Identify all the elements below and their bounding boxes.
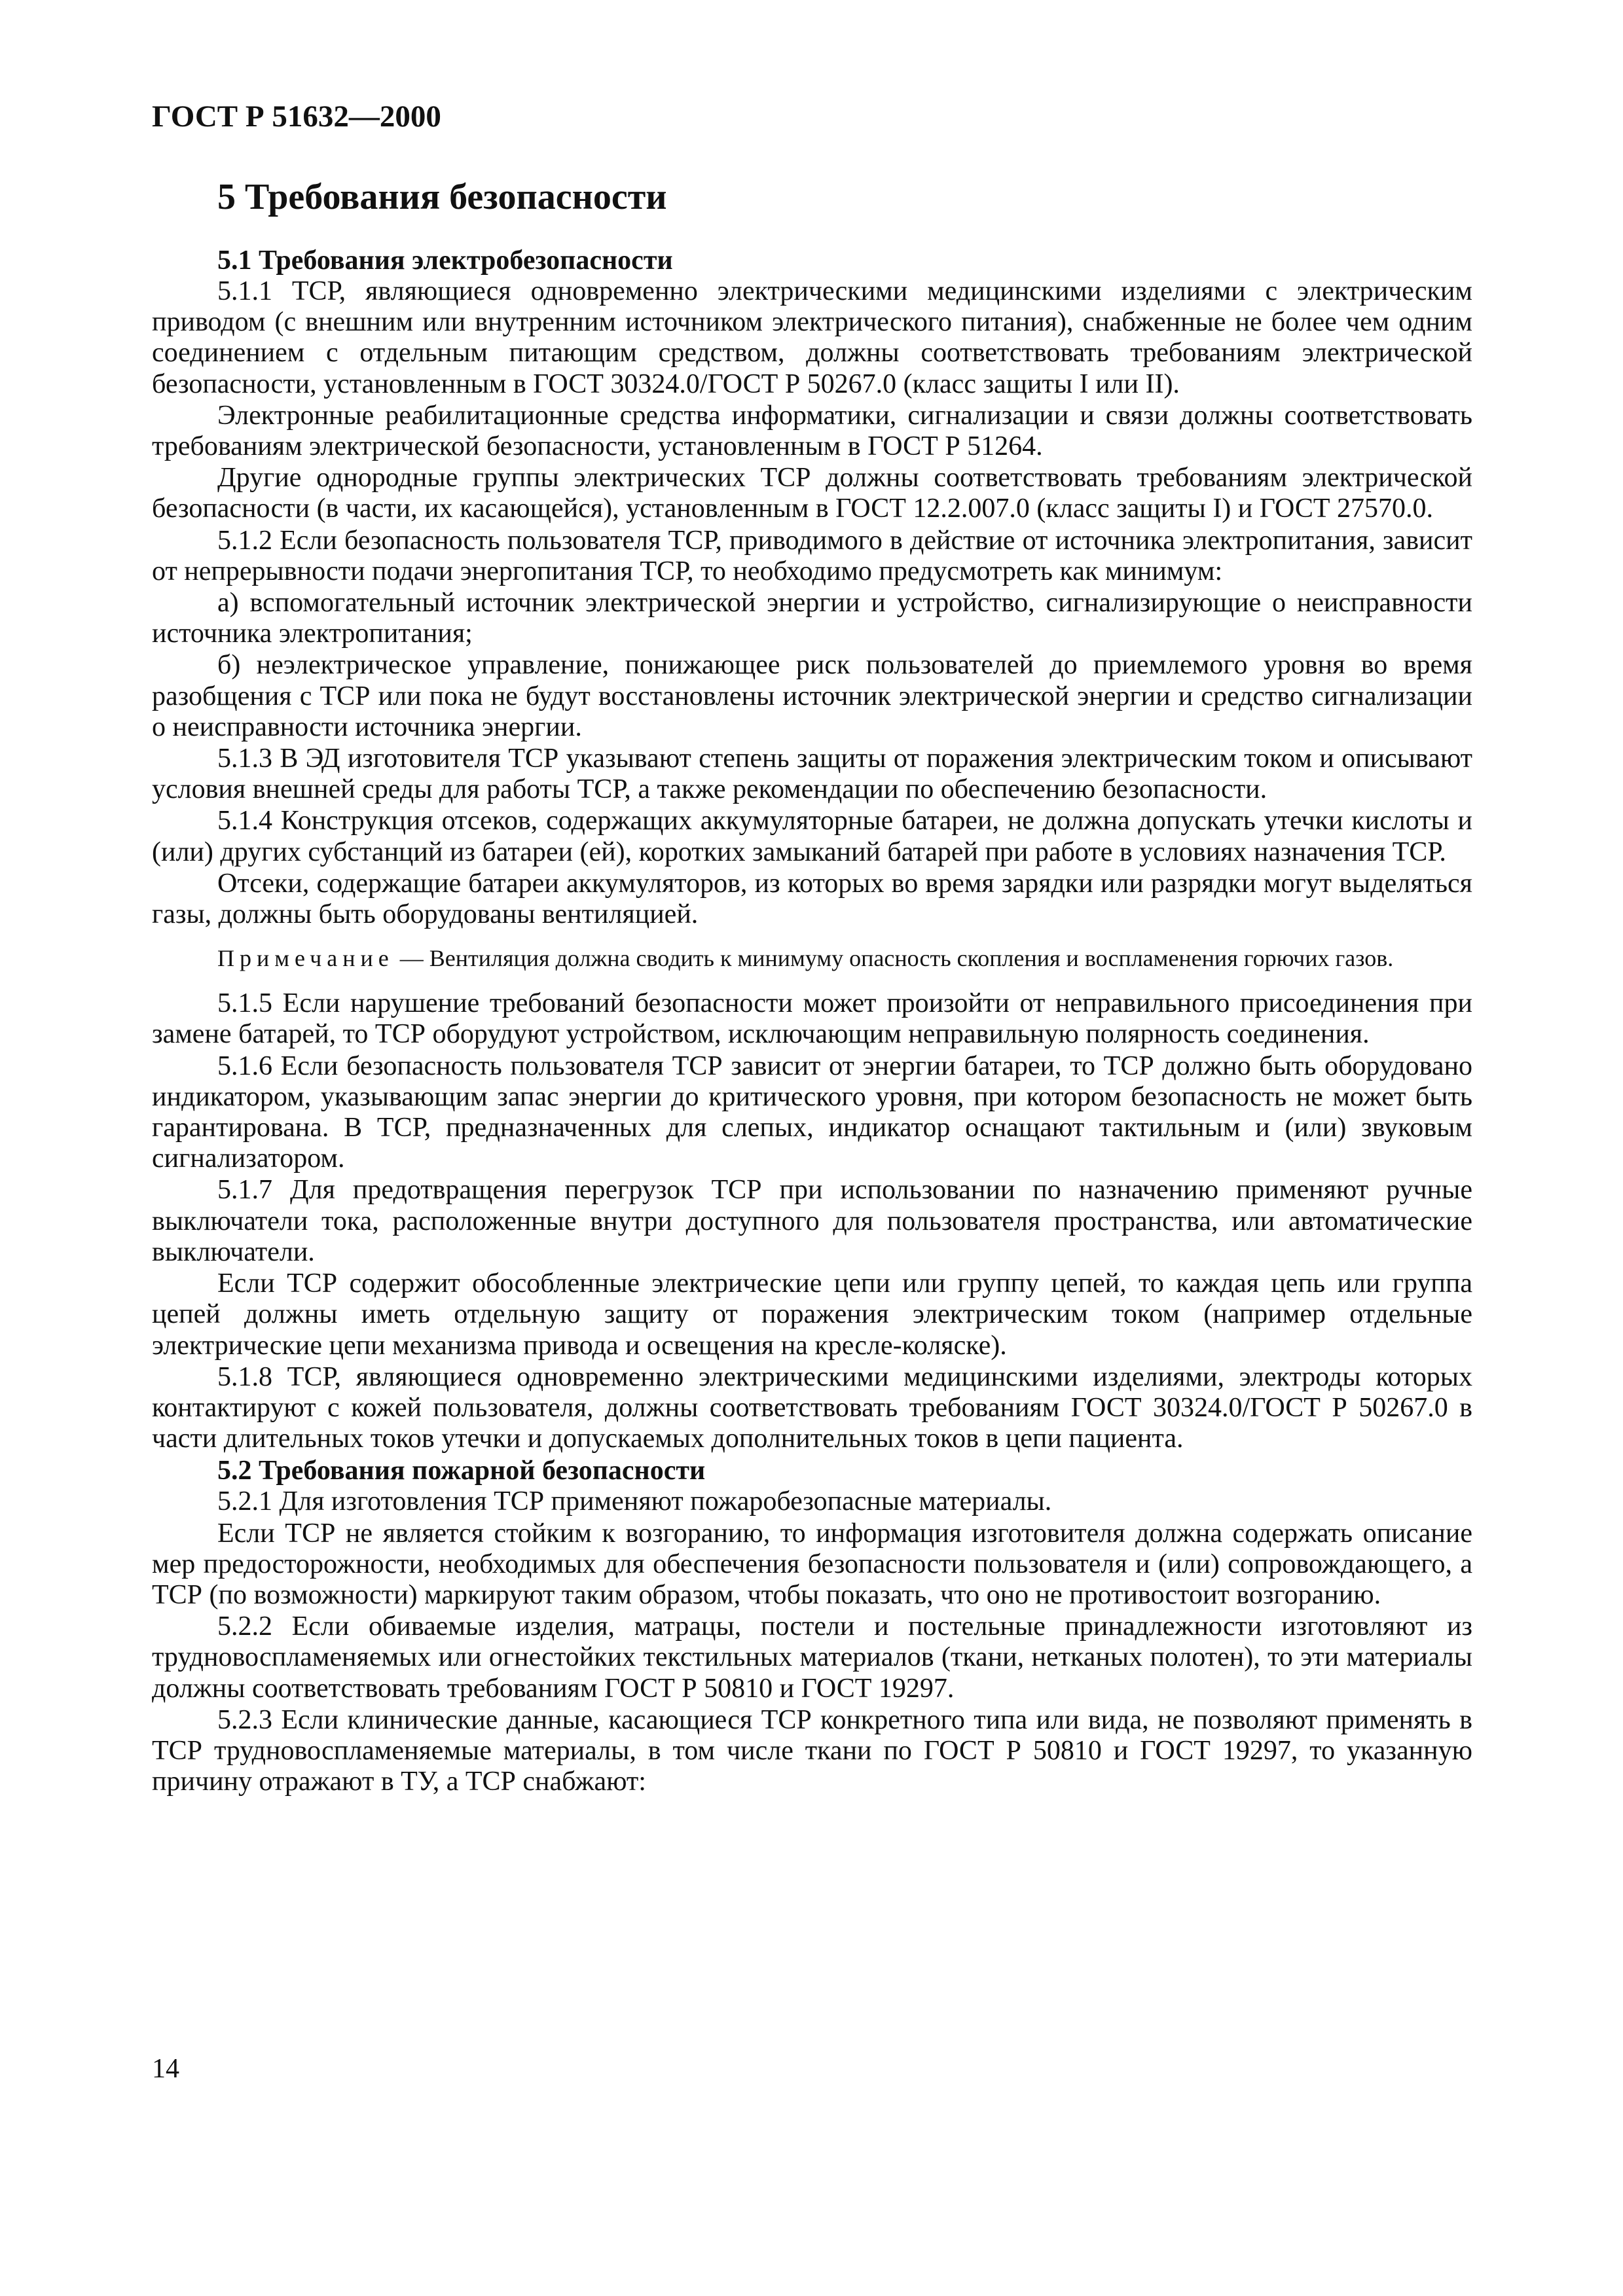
note-text: — Вентиляция должна сводить к минимуму опасность скопления и воспламенения горючих газов.	[393, 945, 1394, 972]
note	[152, 943, 1472, 974]
paragraph-5-1-4: 5.1.4 Конструкция отсеков, содержащих аккумуляторные батареи, не должна допускать утечки кислоты и (или) других субстанций из батареи (ей), коротких замыканий батарей при работе в условиях назначения ТСР.	[152, 806, 1472, 867]
paragraph-5-2-3: 5.2.3 Если клинические данные, касающиеся ТСР конкретного типа или вида, не позволяют применять в ТСР трудновоспламеняемые материалы, в том числе ткани по ГОСТ Р 50810 и ГОСТ 19297, то указанную причину отражают в ТУ, а ТСР снабжают:	[152, 1704, 1472, 1797]
subsection-heading-5-2: 5.2 Требования пожарной безопасности	[217, 1456, 706, 1486]
page-number: 14	[152, 2054, 179, 2084]
paragraph-5-2-2: 5.2.2 Если обиваемые изделия, матрацы, постели и постельные принадлежности изготовляют из трудновоспламеняемых или огнестойких текстильных материалов (ткани, нетканых полотен), то эти материалы должны соответствовать требованиям ГОСТ Р 50810 и ГОСТ 19297.	[152, 1611, 1472, 1704]
paragraph-5-2-1: 5.2.1 Для изготовления ТСР применяют пожаробезопасные материалы.	[217, 1486, 1052, 1517]
paragraph-separate-circuits: Если ТСР содержит обособленные электрические цепи или группу цепей, то каждая цепь или группа цепей должны иметь отдельную защиту от поражения электрическим током (например отдельные электрические цепи механизма привода и освещения на кресле-коляске).	[152, 1268, 1472, 1361]
paragraph-5-1-5: 5.1.5 Если нарушение требований безопасности может произойти от неправильного присоединения при замене батарей, то ТСР оборудуют устройством, исключающим неправильную полярность соединения.	[152, 988, 1472, 1050]
paragraph-5-1-2: 5.1.2 Если безопасность пользователя ТСР, приводимого в действие от источника электропитания, зависит от непрерывности подачи энергопитания ТСР, то необходимо предусмотреть как минимум:	[152, 525, 1472, 586]
note-lead: Примечание	[217, 945, 394, 972]
paragraph-battery-compartments: Отсеки, содержащие батареи аккумуляторов, из которых во время зарядки или разрядки могут выделяться газы, должны быть оборудованы вентиляцией.	[152, 868, 1472, 930]
paragraph-5-1-8: 5.1.8 ТСР, являющиеся одновременно электрическими медицинскими изделиями, электроды которых контактируют с кожей пользователя, должны соответствовать требованиям ГОСТ 30324.0/ГОСТ Р 50267.0 в части длительных токов утечки и допускаемых дополнительных токов в цепи пациента.	[152, 1361, 1472, 1454]
paragraph-other-groups: Другие однородные группы электрических ТСР должны соответствовать требованиям электрической безопасности (в части, их касающейся), установленным в ГОСТ 12.2.007.0 (класс защиты I) и ГОСТ 27570.0.	[152, 463, 1472, 524]
paragraph-5-1-6: 5.1.6 Если безопасность пользователя ТСР зависит от энергии батареи, то ТСР должно быть оборудовано индикатором, указывающим запас энергии до критического уровня, при котором безопасность не может быть гарантирована. В ТСР, предназначенных для слепых, индикатор оснащают тактильным и (или) звуковым сигнализатором.	[152, 1050, 1472, 1174]
document-page	[152, 97, 1472, 1798]
document-header: ГОСТ Р 51632—2000	[152, 99, 441, 134]
section-title: 5 Требования безопасности	[217, 177, 667, 217]
paragraph-5-1-1: 5.1.1 ТСР, являющиеся одновременно электрическими медицинскими изделиями с электрическим приводом (с внешним или внутренним источником электрического питания), снабженные не более чем одним соединением с отдельным питающим средством, должны соответствовать требованиям электрической безопасности, установленным в ГОСТ 30324.0/ГОСТ Р 50267.0 (класс защиты I или II).	[152, 276, 1472, 399]
paragraph-5-1-7: 5.1.7 Для предотвращения перегрузок ТСР при использовании по назначению применяют ручные выключатели тока, расположенные внутри доступного для пользователя пространства, или автоматические выключатели.	[152, 1175, 1472, 1267]
paragraph-5-1-3: 5.1.3 В ЭД изготовителя ТСР указывают степень защиты от поражения электрическим током и описывают условия внешней среды для работы ТСР, а также рекомендации по обеспечению безопасности.	[152, 744, 1472, 805]
paragraph-electronic-means: Электронные реабилитационные средства информатики, сигнализации и связи должны соответствовать требованиям электрической безопасности, установленным в ГОСТ Р 51264.	[152, 400, 1472, 462]
paragraph-5-1-2-item-a: а) вспомогательный источник электрической энергии и устройство, сигнализирующие о неисправности источника электропитания;	[152, 588, 1472, 649]
subsection-heading-5-1: 5.1 Требования электробезопасности	[217, 245, 673, 276]
paragraph-not-fire-resistant: Если ТСР не является стойким к возгоранию, то информация изготовителя должна содержать описание мер предосторожности, необходимых для обеспечения безопасности пользователя и (или) сопровождающего, а ТСР (по возможности) маркируют таким образом, чтобы показать, что оно не противостоит возгоранию.	[152, 1518, 1472, 1610]
paragraph-5-1-2-item-b: б) неэлектрическое управление, понижающее риск пользователей до приемлемого уровня во время разобщения с ТСР или пока не будут восстановлены источник электрической энергии и средство сигнализации о неисправности источника энергии.	[152, 650, 1472, 742]
